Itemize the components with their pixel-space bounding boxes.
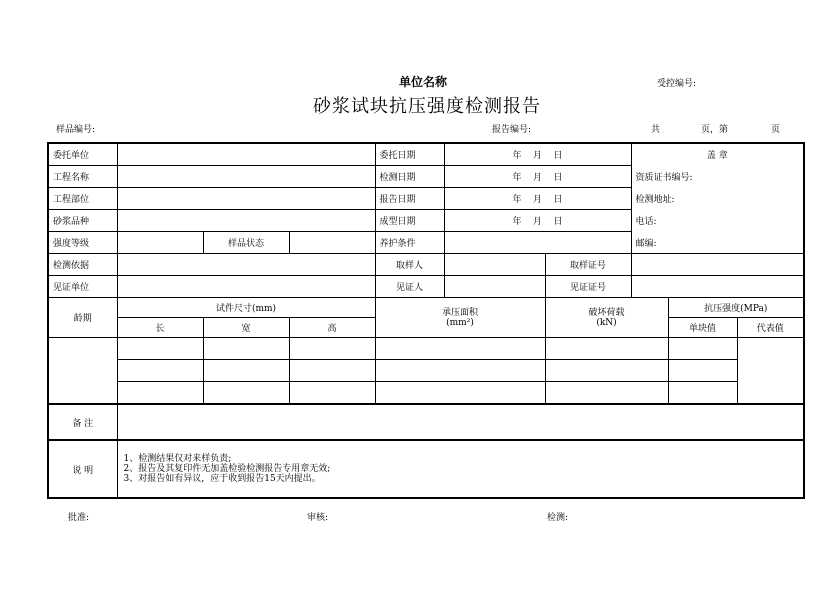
width-cell[interactable]: [203, 360, 289, 382]
client-value[interactable]: [117, 143, 375, 166]
reviewer-label: 审核:: [307, 513, 329, 523]
strength-grade-value[interactable]: [117, 232, 203, 254]
test-date-value[interactable]: 年 月 日: [444, 166, 631, 188]
report-date-label: 报告日期: [375, 188, 444, 210]
witness-cert-value[interactable]: [631, 276, 804, 298]
height-cell[interactable]: [289, 382, 375, 405]
sample-no-label: 样品编号:: [56, 125, 96, 135]
sampler-label: 取样人: [375, 254, 444, 276]
explanation-notes: [117, 440, 804, 498]
curing-cond-label: 养护条件: [375, 232, 444, 254]
rep-value-header: 代表值: [737, 318, 804, 338]
report-title: 砂浆试块抗压强度检测报告: [313, 96, 541, 117]
page-total-label: 共: [651, 125, 661, 135]
width-cell[interactable]: [203, 338, 289, 360]
report-table: [47, 142, 805, 499]
failure-load-cell[interactable]: [545, 338, 668, 360]
height-header: 高: [289, 318, 375, 338]
bearing-area-cell[interactable]: [375, 360, 545, 382]
page-end-label: 页: [771, 125, 781, 135]
failure-load-cell[interactable]: [545, 360, 668, 382]
comp-strength-header: 抗压强度(MPa): [668, 298, 804, 318]
witness-value[interactable]: [444, 276, 545, 298]
witness-cert-label: 见证证号: [545, 276, 631, 298]
rep-value-cell[interactable]: [737, 338, 804, 405]
note-item: 2、报告及其复印件无加盖检验检测报告专用章无效;: [123, 464, 331, 474]
height-cell[interactable]: [289, 338, 375, 360]
failure-load-header: 破坏荷载 (kN): [545, 298, 668, 338]
sampler-cert-label: 取样证号: [545, 254, 631, 276]
phone-label: 电话:: [631, 210, 804, 232]
length-cell[interactable]: [117, 360, 203, 382]
test-address-label: 检测地址:: [631, 188, 804, 210]
bearing-area-header: 承压面积 (mm²): [375, 298, 545, 338]
remarks-value[interactable]: [117, 404, 804, 440]
test-basis-value[interactable]: [117, 254, 375, 276]
specimen-size-header: 试件尺寸(mm): [117, 298, 375, 318]
sample-status-value[interactable]: [289, 232, 375, 254]
age-value[interactable]: [48, 338, 117, 405]
age-header: 龄期: [48, 298, 117, 338]
sampler-cert-value[interactable]: [631, 254, 804, 276]
sample-status-label: 样品状态: [203, 232, 289, 254]
witness-label: 见证人: [375, 276, 444, 298]
controlled-no-label: 受控编号:: [657, 79, 697, 89]
length-header: 长: [117, 318, 203, 338]
bearing-area-cell[interactable]: [375, 338, 545, 360]
postcode-label: 邮编:: [631, 232, 804, 254]
length-cell[interactable]: [117, 338, 203, 360]
page-current-label: 页，第: [701, 125, 729, 135]
witness-unit-value[interactable]: [117, 276, 375, 298]
witness-unit-label: 见证单位: [48, 276, 117, 298]
seal-label: 盖 章: [631, 143, 804, 166]
project-part-value[interactable]: [117, 188, 375, 210]
tester-label: 检测:: [547, 513, 569, 523]
curing-cond-value[interactable]: [444, 232, 631, 254]
mortar-type-value[interactable]: [117, 210, 375, 232]
note-item: 3、对报告如有异议，应于收到报告15天内提出。: [123, 474, 321, 484]
width-cell[interactable]: [203, 382, 289, 405]
test-date-label: 检测日期: [375, 166, 444, 188]
molding-date-label: 成型日期: [375, 210, 444, 232]
height-cell[interactable]: [289, 360, 375, 382]
length-cell[interactable]: [117, 382, 203, 405]
bearing-area-cell[interactable]: [375, 382, 545, 405]
failure-load-cell[interactable]: [545, 382, 668, 405]
entrust-date-label: 委托日期: [375, 143, 444, 166]
project-part-label: 工程部位: [48, 188, 117, 210]
single-value-header: 单块值: [668, 318, 737, 338]
project-name-value[interactable]: [117, 166, 375, 188]
project-name-label: 工程名称: [48, 166, 117, 188]
report-no-label: 报告编号:: [492, 125, 532, 135]
single-value-cell[interactable]: [668, 360, 737, 382]
test-basis-label: 检测依据: [48, 254, 117, 276]
approver-label: 批准:: [68, 513, 90, 523]
note-item: 1、检测结果仅对来样负责;: [123, 454, 232, 464]
molding-date-value[interactable]: 年 月 日: [444, 210, 631, 232]
strength-grade-label: 强度等级: [48, 232, 117, 254]
qualification-no-label: 资质证书编号:: [631, 166, 804, 188]
entrust-date-value[interactable]: 年 月 日: [444, 143, 631, 166]
single-value-cell[interactable]: [668, 338, 737, 360]
explanation-label: 说 明: [48, 440, 117, 498]
single-value-cell[interactable]: [668, 382, 737, 405]
width-header: 宽: [203, 318, 289, 338]
report-date-value[interactable]: 年 月 日: [444, 188, 631, 210]
mortar-type-label: 砂浆品种: [48, 210, 117, 232]
unit-name: 单位名称: [399, 75, 448, 89]
sampler-value[interactable]: [444, 254, 545, 276]
remarks-label: 备 注: [48, 404, 117, 440]
client-label: 委托单位: [48, 143, 117, 166]
